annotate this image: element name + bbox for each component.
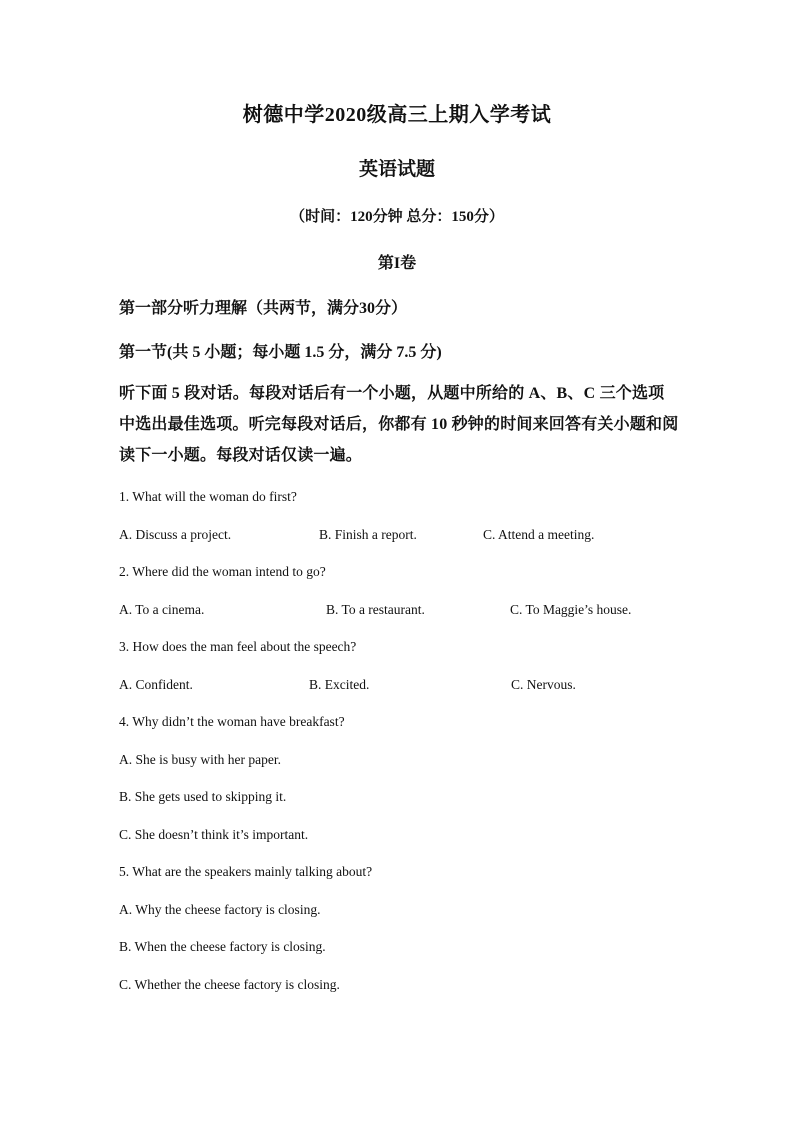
section1-heading: 第一节(共 5 小题；每小题 1.5 分，满分 7.5 分) — [119, 344, 442, 361]
option-a: A. To a cinema. — [119, 602, 205, 617]
option-b: B. To a restaurant. — [326, 602, 425, 617]
option-a: A. She is busy with her paper. — [119, 752, 281, 767]
question-stem: 1. What will the woman do first? — [119, 489, 297, 504]
option-a: A. Why the cheese factory is closing. — [119, 902, 321, 917]
volume-label: 第I卷 — [377, 255, 417, 272]
option-c: C. Whether the cheese factory is closing. — [119, 977, 340, 992]
part1-heading: 第一部分听力理解（共两节，满分30分） — [119, 300, 408, 317]
option-c: C. To Maggie’s house. — [510, 602, 632, 617]
option-c: C. She doesn’t think it’s important. — [119, 827, 309, 842]
exam-title: 树德中学2020级高三上期入学考试 — [242, 104, 552, 126]
option-b: B. Excited. — [309, 677, 370, 692]
time-and-score: （时间：120分钟 总分：150分） — [290, 209, 504, 225]
option-a: A. Discuss a project. — [119, 527, 232, 542]
question-stem: 3. How does the man feel about the speech? — [119, 639, 357, 654]
question-stem: 5. What are the speakers mainly talking about? — [119, 864, 373, 879]
option-b: B. Finish a report. — [319, 527, 417, 542]
option-c: C. Attend a meeting. — [483, 527, 595, 542]
option-b: B. She gets used to skipping it. — [119, 789, 287, 804]
question-stem: 2. Where did the woman intend to go? — [119, 564, 326, 579]
option-c: C. Nervous. — [511, 677, 576, 692]
option-b: B. When the cheese factory is closing. — [119, 939, 326, 954]
listening-instructions: 听下面 5 段对话。每段对话后有一个小题，从题中所给的 A、B、C 三个选项中选出最佳选项。听完每段对话后，你都有 10 秒钟的时间来回答有关小题和阅读下一小题。每段对话仅读一遍。 — [119, 385, 679, 464]
question-stem: 4. Why didn’t the woman have breakfast? — [119, 714, 345, 729]
option-a: A. Confident. — [119, 677, 193, 692]
exam-subject: 英语试题 — [358, 159, 435, 180]
